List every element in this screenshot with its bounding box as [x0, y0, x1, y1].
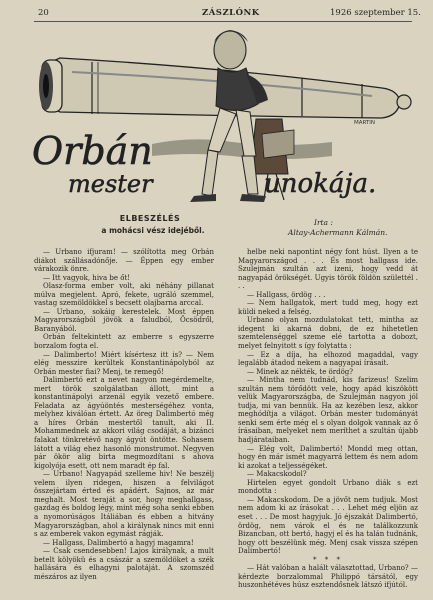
paragraph: Dalimbertó ezt a nevet nagyon megérdemelte, mert török szolgálatban állott, mint a konstantinápolyi arzenál egyik vezető embere. Feladata az ágyúöntés mesterségéhez vonta, melyhez kiválóan értett. Az öreg Dalimbertó még a híres Orbán mestertől tanult, aki II. Mohammednek az akkori világ csodáját, a bizánci falakat tönkretévő nagy ágyút öntötte. Sohasem látott a világ ehez hasonló monstrumot. Negyven pár ökör alig birta megmozdítani s ahova kigolyója esett, ott nem maradt ép fal. — [34, 376, 214, 470]
paragraph: — Makacskodol? — [247, 470, 307, 479]
cannon-illustration — [32, 24, 412, 210]
paragraph: — Urbano! Nagyapád szelleme hiv! Ne beszélj velem ilyen ridegen, hiszen a felvilágot összejártam érted és apádért. Sajnos, az már meghalt. Most teraját a sor, hogy meghallgass, gazdag és boldog légy, mint még soha senki ebben a nyomorúságos Itáliában és ebben a hitvány Magyarországban, ahol a királynak nincs mit enni s az emberek vakon egymást rágják. — [34, 470, 214, 539]
page-number: 20 — [38, 8, 49, 18]
paragraph: — Elég volt, Dalimbertó! Mondd meg ottan, hogy én már ismét magyarrá lettem és nem adom ki azokat a teljességéket. — [238, 444, 418, 470]
story-subtitle: a mohácsi vész idejéből. — [101, 226, 205, 235]
paragraph: — Minek az nékték, te ördög? — [247, 367, 354, 376]
byline-author: Altay-Achermann Kálmán. — [288, 228, 388, 237]
paragraph: — Nem hallgatok, mert tudd meg, hogy ezt küldi neked a felség. — [238, 299, 418, 316]
paragraph: — Ez a díja, ha elhozod magaddal, vagy legalább átadod nekem a nagyapai írásait. — [238, 350, 418, 368]
paragraph: — Hallgass, ördög . . . — [247, 290, 326, 299]
paragraph: — Dalimberto! Miért kísértesz itt is? — Nem elég messzire kerültek Konstantinápolyból az Orbán mester fiai? Menj, te remegő! — [34, 350, 214, 376]
paragraph: — Hát valóban a halált választottad, Urbano? — kérdezte borzalommal Philippó társától, egy huszonhétéves húsz esztendősnek látszó ifjútól. — [238, 564, 418, 590]
paragraph: — Itt vagyok, hiva be őt! — [43, 273, 131, 282]
right-column — [238, 248, 418, 590]
issue-date: 1926 szeptember 15. — [330, 8, 421, 18]
title-part-1: Orbán — [32, 129, 153, 173]
paragraph: — Mintha nem tudnád, kis farizeus! Szelim szultán nem törődött vele, hogy apád kiszökött velük Magyarországba, de Szulejmán nagyon jól tudja, mi van bennük. Ha az kezében lesz, akkor meghódítja a világot. Orbán mester tudományát senki sem érte még el s olyan dolgok vannak az ő írásaiban, melyeket nem meríthet a szultán újabb hadjárataiban. — [238, 376, 418, 445]
paragraph: — Urbano, sokáig kerestelek. Most éppen Magyarországból jövök a faludból, Öcsödről, Baranyából. — [34, 307, 214, 333]
byline-label: Irta : — [314, 218, 333, 227]
header-rule — [34, 21, 412, 22]
paragraph: — Makacskodom. De a jövőt nem tudjuk. Most nem adom ki az írásokat . . . Lehet még eljön az eset . . . De most hagyjuk. Jó éjszakát Dalimbertó, ördög, nem várok el és ne találkozzunk Bizancban, ott bertó, hagyj el és ha talán tudnánk, hogy ott beszélünk még. Menj csak vissza szépen Dalimbertó! — [238, 495, 418, 556]
paragraph: Hirtelen egyet gondolt Urbano diák s ezt mondotta : — [238, 478, 418, 496]
paragraph: — Hallgass, Dalimbertó a hagyj magamra! — [43, 538, 194, 547]
paragraph: Urbano olyan mozdulatokat tett, mintha az idegent ki akarná dobni, de ez hihetetlen szemtelenséggel szeme elé tartotta a dobozt, melyet felnyitott s így folytatta : — [238, 316, 418, 351]
paragraph: — Csak csendesebben! Lajos királynak, a mult betelt kölyökü és a császár a szemöldöket a szék hallására és elhagyni palotáját. A szomszéd mészáros az ilyen — [34, 547, 214, 581]
paragraph: Orbán feltekintett az emberre s egyszerre borzalom fogta el. — [34, 333, 214, 351]
artist-signature: MARTIN — [354, 120, 376, 126]
running-header — [0, 8, 433, 22]
title-part-3: unokája. — [264, 169, 377, 199]
paragraph: — Urbano ifjuram! — szólította meg Orbán diákot szállásadónője. — Éppen egy ember várakozik önre. — [34, 248, 214, 274]
magazine-title: ZÁSZLÓNK — [202, 8, 260, 18]
paragraph: helbe neki napontint négy font húst. Ilyen a te Magyarországod . . . És most hallgass ide. Szulejmán szultán azt izeni, hogy vedd át nagyapád örökségét. Ugyis török földön születtél . . . — [238, 248, 418, 291]
paragraph: Olasz-forma ember volt, aki néhány pillanat múlva megjelent. Apró, fekete, ugráló szemmel, vastag szemöldökkel s becsett olajbarna arccal. — [34, 282, 214, 308]
genre-label: ELBESZÉLÉS — [119, 214, 181, 223]
left-column — [34, 248, 214, 581]
title-part-2: mester — [68, 170, 153, 198]
section-separator: * * * — [313, 555, 343, 564]
